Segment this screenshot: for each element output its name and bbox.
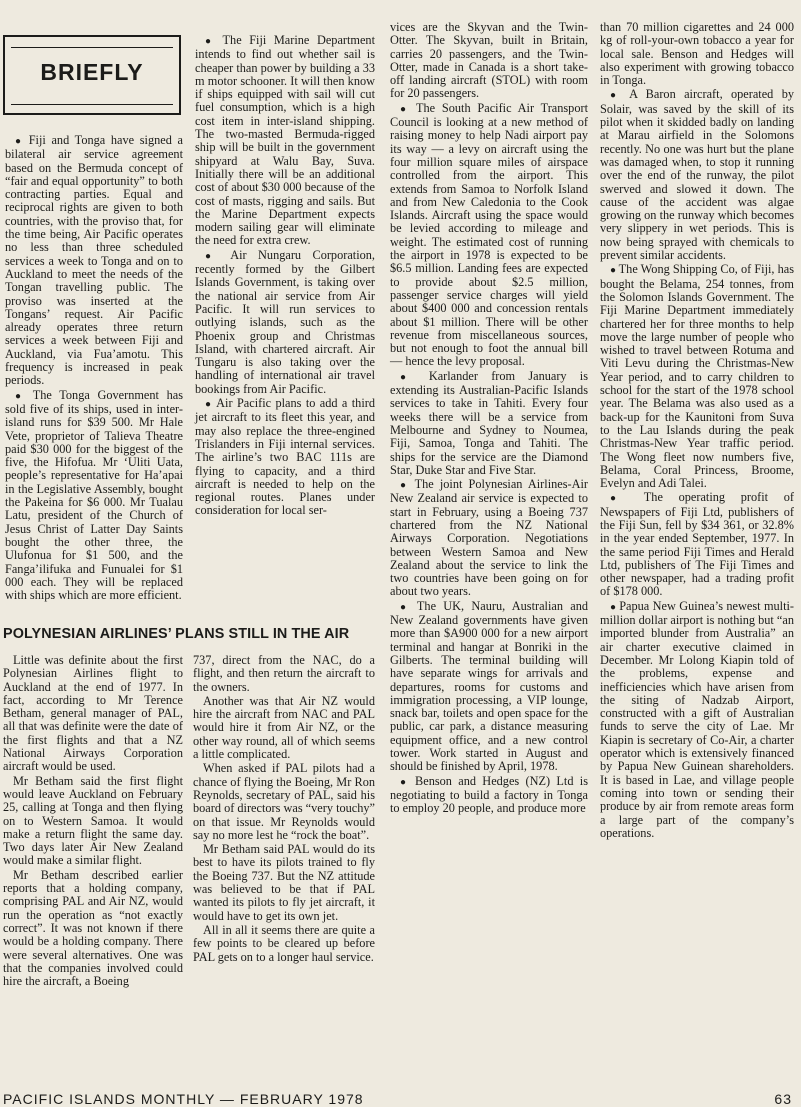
feature-paragraph: Another was that Air NZ would hire the aircraft from NAC and PAL would hire it from Air NZ, or the other way round, all of which seems a little complicated.	[193, 693, 375, 762]
briefs-column-3	[390, 21, 588, 816]
briefs-column-1	[5, 134, 183, 602]
briefs-column-4	[600, 21, 794, 840]
feature-paragraph: When asked if PAL pilots had a chance of flying the Boeing, Mr Ron Reynolds, secretary of PAL, said his board of directors was “very touchy” on that issue. Mr Reynolds would say no more lest he “rock the boat”.	[193, 761, 375, 842]
brief-wong-shipping: ● The Wong Shipping Co, of Fiji, has bought the Belama, 254 tonnes, from the Solomon Islands Government. The Fiji Marine Department immediately chartered her for three months to help move the large number of people who wished to travel between Rotuma and Viti Levu during the Christmas-New Year period, and to carry children to school for the start of the 1978 school year. The Belama was also used as a back-up for the Kaunitoni from Suva to the Lau Islands during the peak Christmas-New Year traffic period. The Wong fleet now numbers five, Belama, Coral Princess, Broome, Evelyn and Adi Talei.	[600, 263, 794, 490]
footer-running-title: PACIFIC ISLANDS MONTHLY — FEBRUARY 1978	[3, 1091, 364, 1107]
brief-karlander-tahiti: ● Karlander from January is extending its Australian-Pacific Islands services to take in Tahiti. Every four weeks there will be a service from Melbourne and Sydney to Noumea, Fiji, Samoa, Tonga and Tahiti. The ships for the service are the Diamond Star, Duke Star and Five Star.	[390, 370, 588, 477]
feature-paragraph: Mr Betham said the first flight would leave Auckland on February 25, calling at Tonga and then flying on to Western Samoa. It would make a return flight the same day. Two days later Air New Zealand would make a similar flight.	[3, 773, 183, 868]
page-footer	[3, 1091, 798, 1107]
feature-column-1	[3, 654, 183, 988]
feature-paragraph: All in all it seems there are quite a few points to be cleared up before PAL gets on to a longer haul service.	[193, 922, 375, 964]
brief-tonga-ships-sold: ● The Tonga Government has sold five of its ships, used in inter-island runs for $39 500. Mr Hale Vete, proprietor of Talieva Theatre paid $30 000 for the biggest of the five, the Hifofua. Mr ‘Uliti Uata, people’s representative for Ha’apai in the Legislative Assembly, bought the Pakeina for $6 000. Mr Tualau Latu, president of the Church of Jesus Christ of Latter Day Saints bought the other three, the Ulufonua for $1 500, and the Fanga’ilifuka and Funualei for $1 000 each. They will be replaced with ships which are more efficient.	[5, 389, 183, 603]
briefs-column-2	[195, 34, 375, 518]
briefly-box	[3, 35, 181, 115]
page-number: 63	[774, 1091, 792, 1107]
brief-air-pacific-third-jet: ● Air Pacific plans to add a third jet aircraft to its fleet this year, and may also replace the three-engined Trislanders in Fiji internal services. The airline’s two BAC 111s are flying to capacity, and a third aircraft is needed to help on the regional routes. Planes under consideration for local ser-	[195, 397, 375, 518]
brief-air-pacific-continued: vices are the Skyvan and the Twin-Otter. The Skyvan, built in Britain, carries 20 passengers, and the Twin-Otter, made in Canada is a short take-off landing aircraft (STOL) with room for 20 passengers.	[390, 20, 588, 101]
brief-bonriki-terminal: ● The UK, Nauru, Australian and New Zealand governments have given more than $A900 000 for a new airport terminal and hangar at Bonriki in the Gilberts. The terminal building will have separate wings for arrivals and departures, rooms for customs and immigration processing, a VIP lounge, snack bar, toilets and open space for the public, car park, a distance measuring equipment office, and a new control tower. Work started in August and should be finished by April, 1978.	[390, 600, 588, 774]
brief-newspapers-of-fiji: ● The operating profit of Newspapers of Fiji Ltd, publishers of the Fiji Sun, fell by $34 361, or 32.8% in the year ended September, 1977. In the same period Fiji Times and Herald Ltd, publishers of The Fiji Times and other newspaper, had a trading profit of $178 000.	[600, 491, 794, 598]
feature-column-2	[193, 654, 375, 964]
briefly-bottom-rule	[11, 104, 173, 105]
briefly-title: BRIEFLY	[40, 59, 144, 85]
brief-baron-aircraft: ● A Baron aircraft, operated by Solair, was saved by the skill of its pilot when it skidded badly on landing at Marau airfield in the Solomons recently. No one was hurt but the plane was damaged when, to stop it running over the end of the runway, the pilot swerved and slowed it down. The cause of the accident was algae growing on the runway which becomes very slippery in wet periods. This is now being sprayed with chemicals to prevent similar accidents.	[600, 88, 794, 262]
feature-paragraph: Mr Betham described earlier reports that a holding company, comprising PAL and Air NZ, would run the operation as “not exactly correct”. It was not known if there would be a holding company. There were several alternatives. One was that the companies involved could hire the aircraft, a Boeing	[3, 867, 183, 989]
brief-fiji-marine-schooner: ● The Fiji Marine Department intends to find out whether sail is cheaper than power by building a 33 m motor schooner. It will then know if ships equipped with sail will cut fuel consumption, which is a high cost item in inter-island shipping. The two-masted Bermuda-rigged ship will be built in the government shipyard at Walu Bay, Suva. Initially there will be an additional cost of about $30 000 because of the cost of masts, rigging and sails. But the Marine Department expects modern sailing gear will eliminate the need for extra crew.	[195, 34, 375, 248]
brief-benson-hedges: ● Benson and Hedges (NZ) Ltd is negotiating to build a factory in Tonga to employ 20 people, and produce more	[390, 775, 588, 816]
brief-nadi-airport-levy: ● The South Pacific Air Transport Council is looking at a new method of raising money to help Nadi airport pay its way — a levy on aircraft using the four million square miles of airspace controlled from the airport. This extends from Samoa to Norfolk Island and from New Caledonia to the Cook Islands. Aircraft using the space would be levied according to mileage and weight. The estimated cost of running the airport in 1978 is expected to be $6.5 million. Landing fees are expected to provide about $2.5 million, passenger service charges will yield about $400 000 and concession rentals about $1 million. There will be other revenue from miscellaneous sources, but not enough to foot the annual bill — hence the levy proposal.	[390, 102, 588, 369]
feature-paragraph: Mr Betham said PAL would do its best to have its pilots trained to fly the Boeing 737. But the NZ attitude was believed to be that if PAL wanted its pilots to fly jet aircraft, it would have to get its own jet.	[193, 842, 375, 923]
brief-air-nungaru: ● Air Nungaru Corporation, recently formed by the Gilbert Islands Government, is taking over the national air service from Air Pacific. It will run services to outlying islands, such as the Phoenix group and Christmas Island, with chartered aircraft. Air Tungaru is also taking over the handling of international air travel bookings from Air Pacific.	[195, 249, 375, 396]
brief-fiji-tonga-air-agreement: ● Fiji and Tonga have signed a bilateral air service agreement based on the Bermuda concept of “fair and equal opportunity” to both contracting parties. Equal and reciprocal rights are given to both countries, with the proviso that, for the time being, Air Pacific operates no less than three scheduled services a week to Tonga and on to Auckland to meet the needs of the Tongan travelling public. The proviso was inserted at the Tongans’ request. Air Pacific already operates three return services a week between Fiji and Auckland, via Fua’amotu. This frequency is increased in peak periods.	[5, 134, 183, 388]
feature-paragraph: 737, direct from the NAC, do a flight, and then return the aircraft to the owners.	[193, 653, 375, 694]
feature-paragraph: Little was definite about the first Polynesian Airlines flight to Auckland at the end of 1977. In fact, according to Mr Terence Betham, general manager of PAL, all that was definite were the date of the first flights and that a NZ National Airways Corporation aircraft would be used.	[3, 653, 183, 774]
feature-headline: POLYNESIAN AIRLINES’ PLANS STILL IN THE AIR	[3, 626, 350, 642]
brief-polynesian-air-nz: ● The joint Polynesian Airlines-Air New Zealand air service is expected to start in February, using a Boeing 737 chartered from the NZ National Airways Corporation. Negotiations between Western Samoa and New Zealand about the service to link the two countries have been going on for about two years.	[390, 478, 588, 599]
brief-png-airport: ● Papua New Guinea’s newest multi-million dollar airport is nothing but “an imported blunder from Australia” an air charter executive claimed in December. Mr Lolong Kiapin told of the problems, expense and inefficiencies which have arisen from the siting of Nadzab Airport, constructed with a gift of Australian funds to serve the city of Lae. Mr Kiapin is secretary of Co-Air, a charter operator which is extensively financed by Papua New Guinean shareholders. It is based in Lae, and village people coming into town or sending their produce by air from remote areas form a large part of the company’s operations.	[600, 600, 794, 840]
brief-benson-hedges-continued: than 70 million cigarettes and 24 000 kg of roll-your-own tobacco a year for local sale. Benson and Hedges will also experiment with growing tobacco in Tonga.	[600, 20, 794, 88]
briefly-top-rule	[11, 47, 173, 48]
